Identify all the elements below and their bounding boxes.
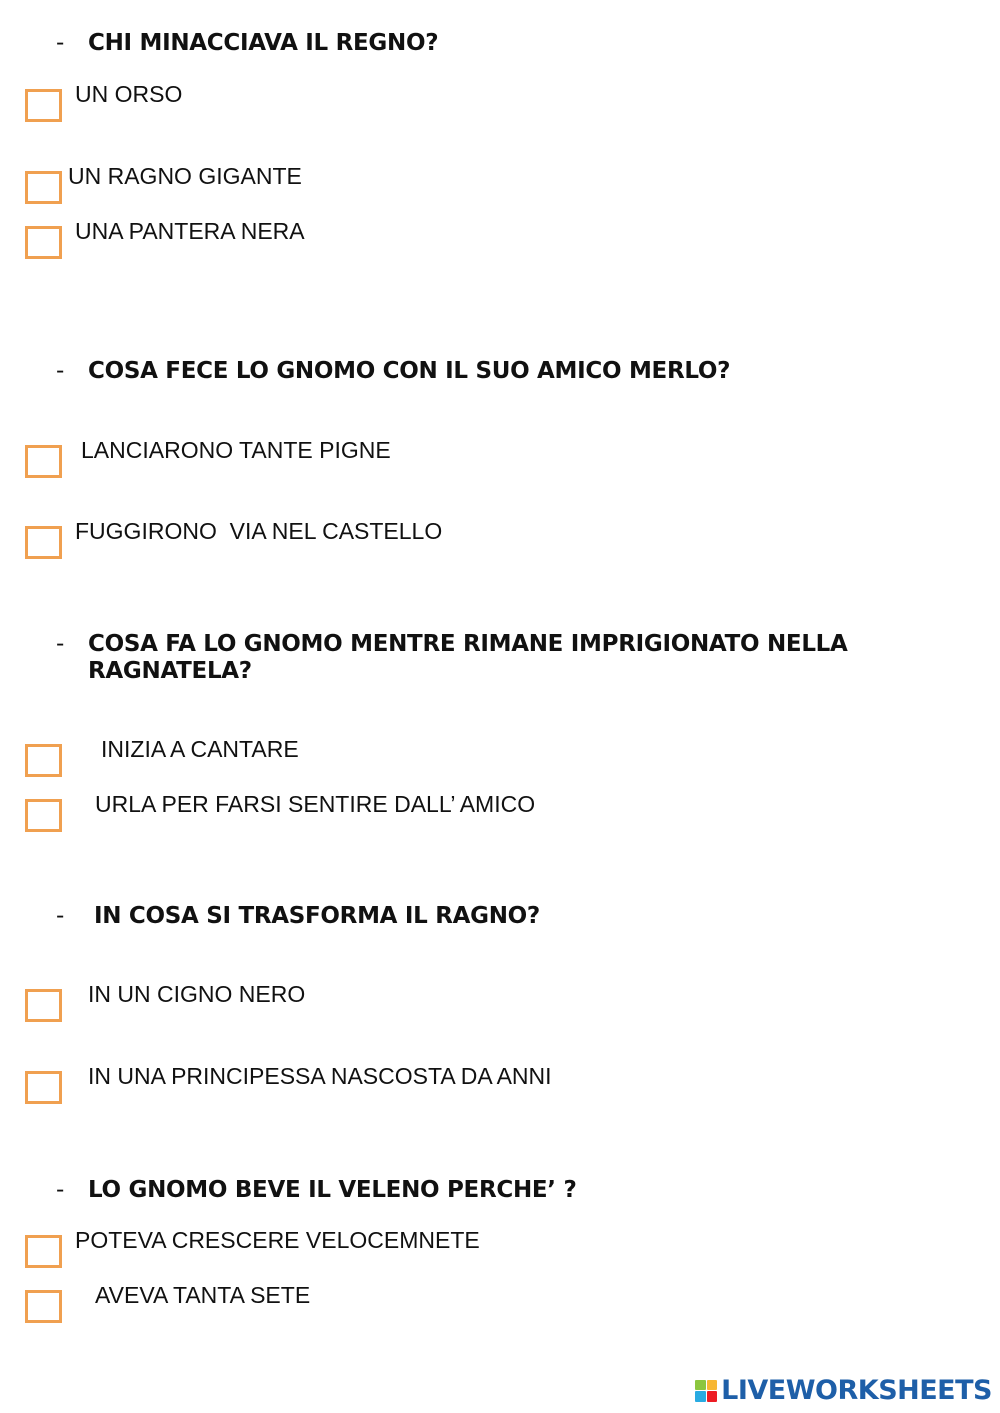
question-1-text: CHI MINACCIAVA IL REGNO? — [88, 30, 439, 56]
question-4 — [56, 903, 894, 930]
question-5-text: LO GNOMO BEVE IL VELENO PERCHE’ ? — [88, 1177, 577, 1203]
option-label: URLA PER FARSI SENTIRE DALL’ AMICO — [95, 791, 536, 817]
question-1-option-3[interactable] — [25, 218, 305, 262]
question-5 — [56, 1177, 888, 1204]
answer-checkbox[interactable] — [25, 1290, 62, 1323]
option-label: UNA PANTERA NERA — [75, 218, 305, 244]
question-dash: - — [56, 30, 64, 56]
question-2-text: COSA FECE LO GNOMO CON IL SUO AMICO MERLO? — [88, 358, 731, 384]
option-label: FUGGIRONO VIA NEL CASTELLO — [75, 518, 443, 544]
question-3-option-1[interactable] — [25, 736, 299, 780]
question-5-option-2[interactable] — [25, 1282, 311, 1326]
question-dash: - — [56, 358, 64, 384]
answer-checkbox[interactable] — [25, 799, 62, 832]
question-dash: - — [56, 1177, 64, 1203]
answer-checkbox[interactable] — [25, 226, 62, 259]
question-5-option-1[interactable] — [25, 1227, 480, 1271]
question-2 — [56, 358, 888, 385]
question-dash: - — [56, 631, 64, 657]
question-4-option-1[interactable] — [25, 981, 306, 1025]
option-label: INIZIA A CANTARE — [101, 736, 299, 762]
question-1-option-1[interactable] — [25, 81, 183, 125]
answer-checkbox[interactable] — [25, 1235, 62, 1268]
option-label: AVEVA TANTA SETE — [95, 1282, 311, 1308]
answer-checkbox[interactable] — [25, 1071, 62, 1104]
answer-checkbox[interactable] — [25, 445, 62, 478]
question-4-text: IN COSA SI TRASFORMA IL RAGNO? — [94, 903, 540, 929]
answer-checkbox[interactable] — [25, 526, 62, 559]
option-label: IN UNA PRINCIPESSA NASCOSTA DA ANNI — [88, 1063, 552, 1089]
question-3 — [56, 631, 888, 685]
option-label: UN ORSO — [75, 81, 183, 107]
question-1-option-2[interactable] — [25, 163, 302, 207]
answer-checkbox[interactable] — [25, 744, 62, 777]
question-3-option-2[interactable] — [25, 791, 536, 835]
answer-checkbox[interactable] — [25, 89, 62, 122]
question-1 — [56, 30, 888, 57]
liveworksheets-logo — [695, 1375, 992, 1406]
question-3-text: COSA FA LO GNOMO MENTRE RIMANE IMPRIGIONATO NELLA RAGNATELA? — [88, 631, 848, 684]
option-label: IN UN CIGNO NERO — [88, 981, 306, 1007]
option-label: LANCIARONO TANTE PIGNE — [81, 437, 391, 463]
option-label: POTEVA CRESCERE VELOCEMNETE — [75, 1227, 480, 1253]
question-2-option-2[interactable] — [25, 518, 443, 562]
answer-checkbox[interactable] — [25, 171, 62, 204]
question-2-option-1[interactable] — [25, 437, 391, 481]
logo-text: LIVEWORKSHEETS — [721, 1375, 992, 1406]
answer-checkbox[interactable] — [25, 989, 62, 1022]
option-label: UN RAGNO GIGANTE — [68, 163, 302, 189]
liveworksheets-logo-icon — [695, 1380, 717, 1402]
question-dash: - — [56, 903, 64, 929]
question-4-option-2[interactable] — [25, 1063, 552, 1107]
